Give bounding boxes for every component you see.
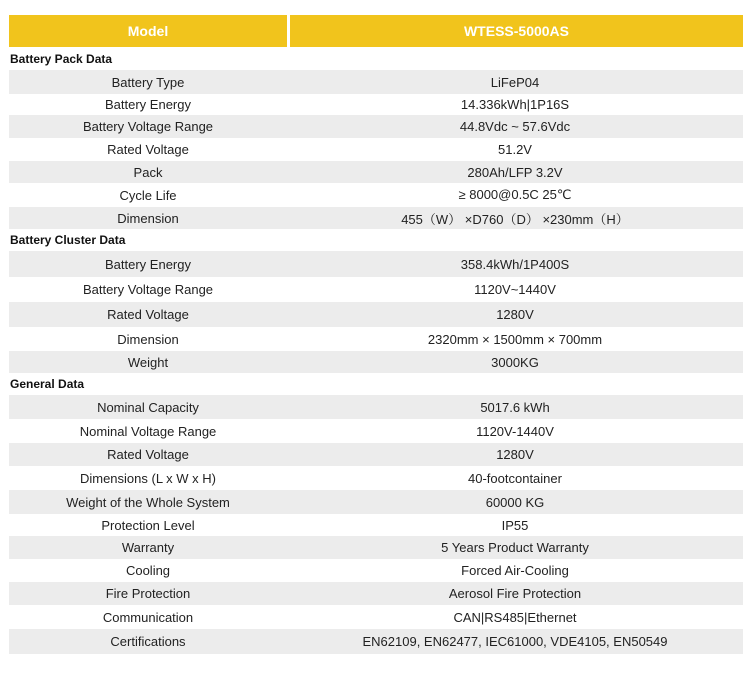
table-row	[9, 559, 743, 582]
table-row	[9, 629, 743, 654]
model-header-label: Model	[9, 15, 287, 47]
row-value: Aerosol Fire Protection	[448, 586, 582, 601]
row-value: 1280V	[496, 447, 534, 462]
table-row	[9, 161, 743, 183]
row-label: Fire Protection	[105, 586, 191, 601]
table-row	[9, 582, 743, 605]
row-label: Certifications	[110, 634, 186, 649]
table-header	[9, 15, 743, 47]
table-row	[9, 277, 743, 302]
table-row	[9, 138, 743, 161]
row-value: 1120V-1440V	[476, 423, 554, 439]
row-value: 40-footcontainer	[468, 470, 562, 486]
row-value: 280Ah/LFP 3.2V	[467, 164, 563, 180]
row-value: 5017.6 kWh	[480, 399, 550, 415]
row-label: Nominal Capacity	[97, 399, 199, 415]
table-row	[9, 466, 743, 490]
row-value: EN62109, EN62477, IEC61000, VDE4105, EN50549	[362, 634, 668, 649]
row-label: Weight	[127, 354, 169, 370]
table-row	[9, 605, 743, 629]
row-value: 1120V~1440V	[474, 282, 556, 297]
row-value: 5 Years Product Warranty	[441, 540, 589, 555]
row-label: Protection Level	[101, 517, 195, 533]
row-label: Battery Voltage Range	[82, 282, 214, 297]
table-row	[9, 207, 743, 229]
row-label: Battery Voltage Range	[82, 119, 214, 134]
row-label: Dimension	[117, 210, 179, 226]
row-label: Battery Energy	[105, 97, 191, 112]
row-value: IP55	[501, 517, 529, 533]
row-value: Forced Air-Cooling	[461, 563, 569, 578]
section-title: Battery Cluster Data	[10, 233, 126, 247]
row-label: Rated Voltage	[107, 142, 189, 157]
row-label: Battery Type	[111, 74, 185, 90]
table-row	[9, 395, 743, 419]
row-value: 51.2V	[498, 142, 532, 157]
row-label: Communication	[102, 609, 194, 625]
row-label: Weight of the Whole System	[66, 494, 230, 510]
row-label: Nominal Voltage Range	[79, 423, 217, 439]
row-label: Dimensions (L x W x H)	[79, 470, 217, 486]
table-row	[9, 251, 743, 277]
table-row	[9, 490, 743, 514]
table-row	[9, 536, 743, 559]
table-row	[9, 443, 743, 466]
row-label: Cooling	[125, 563, 171, 578]
row-label: Dimension	[117, 331, 179, 347]
row-value: 2320mm × 1500mm × 700mm	[427, 331, 603, 347]
row-value: 60000 KG	[485, 494, 545, 510]
row-value: 1280V	[496, 307, 534, 322]
row-value: CAN|RS485|Ethernet	[453, 609, 577, 625]
table-row	[9, 94, 743, 115]
row-label: Cycle Life	[119, 187, 177, 203]
table-row	[9, 327, 743, 351]
section-title: General Data	[10, 377, 85, 391]
table-row	[9, 302, 743, 327]
row-value: 455（W） ×D760（D） ×230mm（H）	[401, 211, 629, 227]
row-value: 44.8Vdc ~ 57.6Vdc	[459, 119, 571, 134]
model-header-value: WTESS-5000AS	[290, 15, 743, 47]
table-row	[9, 351, 743, 373]
row-label: Rated Voltage	[107, 307, 189, 322]
row-value: 14.336kWh|1P16S	[460, 97, 570, 112]
section-title: Battery Pack Data	[10, 51, 113, 66]
row-label: Pack	[133, 164, 163, 180]
spec-table	[9, 15, 743, 654]
table-row	[9, 514, 743, 536]
table-row	[9, 115, 743, 138]
row-value: 358.4kWh/1P400S	[460, 256, 570, 272]
table-body	[9, 47, 743, 654]
table-row	[9, 183, 743, 207]
row-value: LiFeP04	[490, 74, 540, 90]
row-label: Warranty	[121, 540, 175, 555]
table-row	[9, 419, 743, 443]
row-label: Rated Voltage	[107, 447, 189, 462]
row-label: Battery Energy	[105, 256, 191, 272]
table-row	[9, 70, 743, 94]
row-value: 3000KG	[491, 354, 539, 370]
row-value: ≥ 8000@0.5C 25℃	[458, 187, 572, 202]
